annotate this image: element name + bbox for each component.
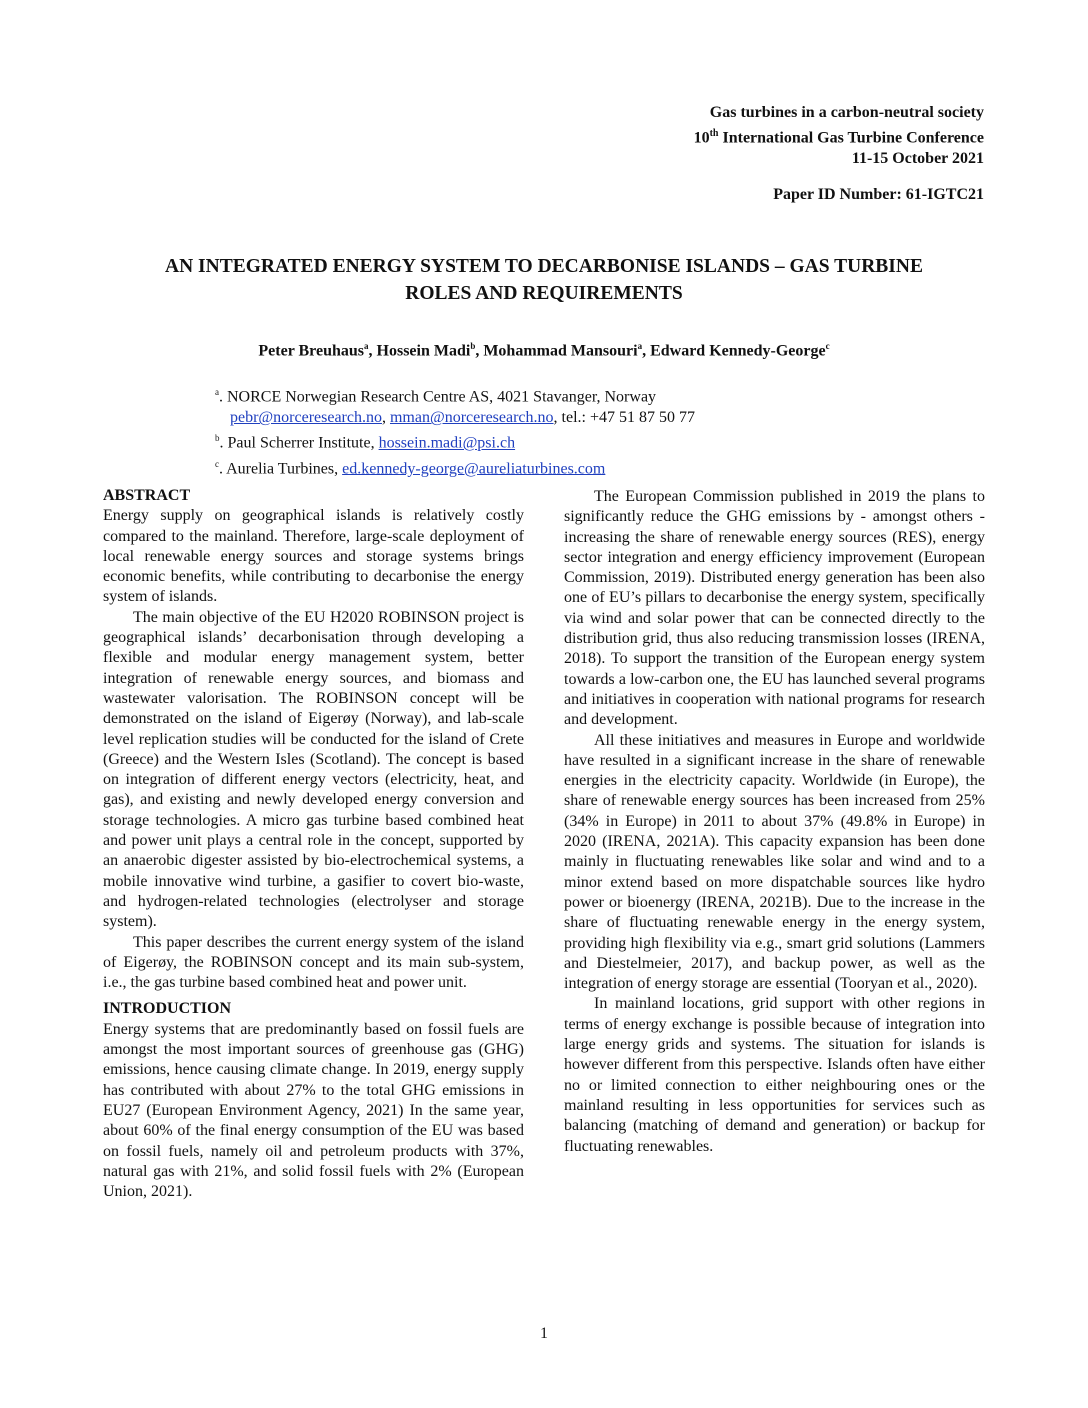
affiliations: [215, 382, 695, 479]
email-link[interactable]: hossein.madi@psi.ch: [378, 434, 516, 452]
conference-header: [694, 102, 984, 169]
conference-name: 10th International Gas Turbine Conference: [693, 128, 984, 147]
paragraph: This paper describes the current energy system of the island of Eigerøy, the ROBINSON concept and its main sub-system, i.e., the gas turbine based combined heat and power unit.: [103, 933, 524, 992]
paper-title-line2: ROLES AND REQUIREMENTS: [405, 283, 683, 304]
section-heading-introduction: INTRODUCTION: [103, 1000, 232, 1018]
paragraph: The European Commission published in 2019 the plans to significantly reduce the GHG emissions by - amongst others - increasing the share of renewable energy sources (RES), energy sector integration and energy efficiency improvement (European Commission, 2019). Distributed energy generation has been also one of EU’s pillars to decarbonise the energy system, specifically via wind and solar power that can be connected directly to the distribution grid, thus also reducing transmission losses (IRENA, 2018). To support the transition of the European energy system towards a low-carbon one, the EU has launched several programs and initiatives in cooperation with national programs for research and development.: [564, 488, 985, 729]
email-link[interactable]: ed.kennedy-george@aureliaturbines.com: [342, 459, 606, 477]
author-name: Edward Kennedy-George: [650, 342, 826, 360]
email-link[interactable]: pebr@norceresearch.no: [230, 409, 382, 427]
left-column: [103, 486, 524, 1202]
conference-theme: Gas turbines in a carbon-neutral society: [709, 104, 984, 121]
author-name: Mohammad Mansouri: [483, 342, 638, 360]
right-column: [564, 487, 985, 1157]
paper-id: Paper ID Number: 61-IGTC21: [773, 186, 984, 203]
paragraph: Energy systems that are predominantly based on fossil fuels are amongst the most important sources of greenhouse gas (GHG) emissions, hence causing climate change. In 2019, energy supply has contributed with about 27% to the total GHG emissions in EU27 (European Environment Agency, 2021) In the same year, about 60% of the final energy consumption of the EU was based on fossil fuels, namely oil and petroleum products with 37%, natural gas with 21%, and solid fossil fuels with 2% (European Union, 2021).: [103, 1020, 524, 1201]
conference-dates: 11-15 October 2021: [851, 150, 984, 168]
paragraph: Energy supply on geographical islands is relatively costly compared to the mainland. Therefore, large-scale deployment of local renewable energy sources and storage systems brings economic benefits, while contributing to decarbonise the energy system of islands.: [103, 507, 524, 606]
paper-title-line1: AN INTEGRATED ENERGY SYSTEM TO DECARBONISE ISLANDS – GAS TURBINE: [165, 256, 923, 277]
affiliation-a: $^a$. NORCE Norwegian Research Centre AS, 4021 Stavanger, Norway: [215, 387, 657, 406]
paragraph: In mainland locations, grid support with other regions in terms of energy exchange is possible because of integration into large energy grids and systems. The situation for islands is however different from this perspective. Islands often have either no or limited connection to either neighbouring ones or the mainland resulting in less opportunities for services such as balancing (matching of demand and generation) or backup for fluctuating renewables.: [564, 995, 985, 1155]
email-link[interactable]: mman@norceresearch.no: [389, 409, 554, 427]
author-list: Peter Breuhaus$^a$, Hossein Madi$^b$, Mohammad Mansouri$^a$, Edward Kennedy-George$^c$: [258, 341, 830, 360]
paragraph: The main objective of the EU H2020 ROBINSON project is geographical islands’ decarbonisation through developing a flexible and modular energy management system, better integration of renewable energy sources, and biomass and wastewater valorisation. The ROBINSON concept will be demonstrated on the island of Eigerøy (Norway), and lab-scale level replication studies will be conducted for the island of Crete (Greece) and the Western Isles (Scotland). The concept is based on integration of different energy vectors (electricity, heat, and gas), and existing and newly developed energy conversion and storage technologies. A micro gas turbine based combined heat and power unit plays a central role in the concept, supported by an anaerobic digester assisted by bio-electrochemical systems, a mobile innovative wind turbine, a gasifier to covert bio-waste, and hydrogen-related technologies (electrolyser and storage system).: [103, 608, 524, 931]
paper-title: [100, 253, 988, 307]
affiliation-a-contact: pebr@norceresearch.no, mman@norceresearch.no, tel.: +47 51 87 50 77: [230, 409, 695, 427]
paragraph: All these initiatives and measures in Europe and worldwide have resulted in a significant increase in the share of renewable energies in the electricity capacity. Worldwide (in Europe), the share of renewable energy sources has been increased from 25% (34% in Europe) in 2011 to about 37% (49.8% in Europe) in 2020 (IRENA, 2021A). This capacity expansion has been done mainly in fluctuating renewables like solar and wind and to a minor extend based on more dispatchable sources like hydro power or bioenergy (IRENA, 2021B). Due to the increase in the share of fluctuating renewable energy in the energy system, providing high flexibility via e.g., smart grid solutions (Lammers and Diestelmeier, 2017), and backup power, as well as the integration of energy storage are essential (Tooryan et al., 2020).: [564, 731, 985, 993]
page-number: 1: [540, 1325, 548, 1342]
affiliation-c: $^c$. Aurelia Turbines, ed.kennedy-george@aureliaturbines.com: [215, 458, 606, 477]
affiliation-b: $^b$. Paul Scherrer Institute, hossein.madi@psi.ch: [215, 433, 516, 452]
author-name: Peter Breuhaus: [258, 342, 365, 360]
section-heading-abstract: ABSTRACT: [103, 487, 191, 504]
author-name: Hossein Madi: [376, 342, 471, 360]
